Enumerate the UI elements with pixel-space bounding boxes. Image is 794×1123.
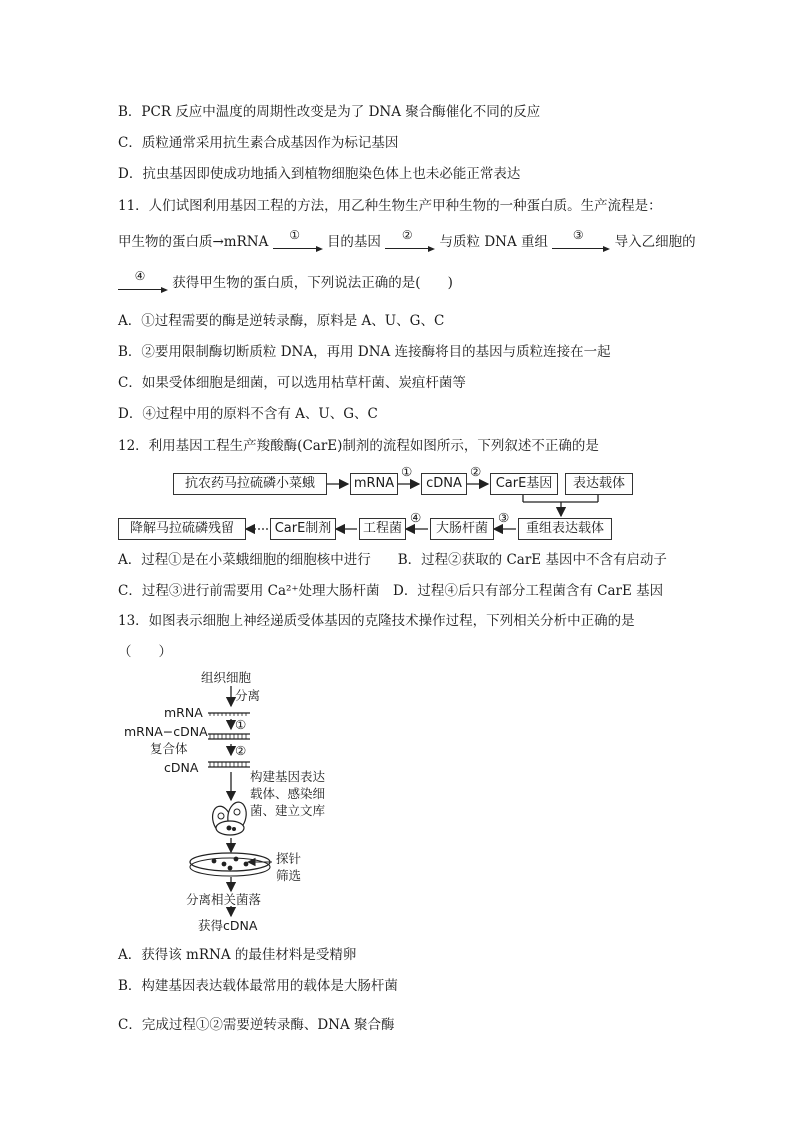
q11-option-b: B．②要用限制酶切断质粒 DNA，再用 DNA 连接酶将目的基因与质粒连接在一起 (118, 344, 611, 360)
q12-box-care-gene: CarE基因 (490, 473, 558, 495)
q11-option-c: C．如果受体细胞是细菌，可以选用枯草杆菌、炭疽杆菌等 (118, 375, 466, 391)
q13-hybrid-bases (210, 734, 246, 739)
q11-arrow-2-label: ② (401, 227, 413, 242)
q11-flow-step2: 目的基因 (326, 234, 381, 250)
q11-arrow-3-label: ③ (572, 227, 584, 242)
q13-hybrid-label: mRNA−cDNA (124, 724, 208, 739)
q13-tissue-cells: 组织细胞 (201, 670, 252, 685)
q11-flow-step5: 获得甲生物的蛋白质，下列说法正确的是( ) (172, 275, 453, 291)
q11-option-a: A．①过程需要的酶是逆转录酶，原料是 A、U、G、C (118, 313, 445, 329)
q10-option-d: D．抗虫基因即使成功地插入到植物细胞染色体上也未必能正常表达 (118, 166, 521, 182)
q12-options-cd: C．过程③进行前需要用 Ca²⁺处理大肠杆菌 D．过程④后只有部分工程菌含有 CarE 基因 (118, 583, 664, 599)
q12-options-ab: A．过程①是在小菜蛾细胞的细胞核中进行 B．过程②获取的 CarE 基因中不含有启动子 (118, 552, 667, 568)
q10-option-b: B．PCR 反应中温度的周期性改变是为了 DNA 聚合酶催化不同的反应 (118, 104, 541, 120)
q12-box-expression-vector: 表达载体 (565, 473, 633, 495)
q12-box-plutella: 抗农药马拉硫磷小菜蛾 (173, 473, 327, 495)
q13-construct-line3: 菌、建立文库 (250, 803, 326, 818)
q13-screen-label: 筛选 (276, 868, 302, 883)
q13-option-a: A．获得该 mRNA 的最佳材料是受精卵 (118, 947, 357, 963)
q13-answer-paren: （ ） (118, 644, 172, 660)
q11-flow-step1: 甲生物的蛋白质→mRNA (118, 234, 269, 250)
q12-stem: 12．利用基因工程生产羧酸酶(CarE)制剂的流程如图所示，下列叙述不正确的是 (118, 438, 599, 454)
q12-box-ecoli: 大肠杆菌 (430, 518, 494, 540)
q12-box-engineered-bacteria: 工程菌 (359, 518, 406, 540)
q13-complex-label: 复合体 (150, 741, 188, 756)
q13-step-2-label: ② (235, 743, 247, 758)
q12-box-degrade-residue: 降解马拉硫磷残留 (118, 518, 246, 540)
q12-step-1-label: ① (401, 464, 413, 479)
q10-option-c: C．质粒通常采用抗生素合成基因作为标记基因 (118, 135, 399, 151)
q11-flow-step3: 与质粒 DNA 重组 (439, 234, 548, 250)
q12-step-4-label: ④ (410, 510, 422, 525)
q13-petri-dish (190, 853, 270, 876)
q13-stem: 13．如图表示细胞上神经递质受体基因的克隆技术操作过程，下列相关分析中正确的是 (118, 613, 635, 629)
q13-construct-line1: 构建基因表达 (250, 769, 326, 784)
q13-separate-label: 分离 (235, 688, 261, 703)
q13-cdna-bases (210, 762, 246, 767)
q11-flow-step4: 导入乙细胞的 (614, 234, 696, 250)
q12-box-recombinant-vector: 重组表达载体 (518, 518, 612, 540)
q13-option-c: C．完成过程①②需要逆转录酶、DNA 聚合酶 (118, 1017, 395, 1033)
q12-step-2-label: ② (470, 464, 482, 479)
q12-box-cdna: cDNA (421, 473, 467, 495)
q13-construct-line2: 载体、感染细 (250, 786, 326, 801)
q13-isolate-colony: 分离相关菌落 (186, 892, 262, 907)
q11-stem: 11．人们试图利用基因工程的方法，用乙种生物生产甲种生物的一种蛋白质。生产流程是： (118, 198, 662, 214)
q13-bacteria-cluster (210, 801, 249, 836)
q11-option-d: D．④过程中用的原料不含有 A、U、G、C (118, 406, 378, 422)
q13-obtain-cdna: 获得cDNA (198, 918, 258, 933)
q13-option-b: B．构建基因表达载体最常用的载体是大肠杆菌 (118, 978, 398, 994)
q13-probe-label: 探针 (276, 851, 302, 866)
q11-arrow-4-label: ④ (134, 268, 146, 283)
q12-step-3-label: ③ (498, 510, 510, 525)
q12-box-mrna: mRNA (350, 473, 398, 495)
q13-step-1-label: ① (235, 717, 247, 732)
q13-mrna-label: mRNA (164, 705, 203, 720)
q11-arrow-1-label: ① (289, 227, 301, 242)
q12-box-care-preparation: CarE制剂 (270, 518, 336, 540)
q13-cdna-label: cDNA (164, 760, 199, 775)
